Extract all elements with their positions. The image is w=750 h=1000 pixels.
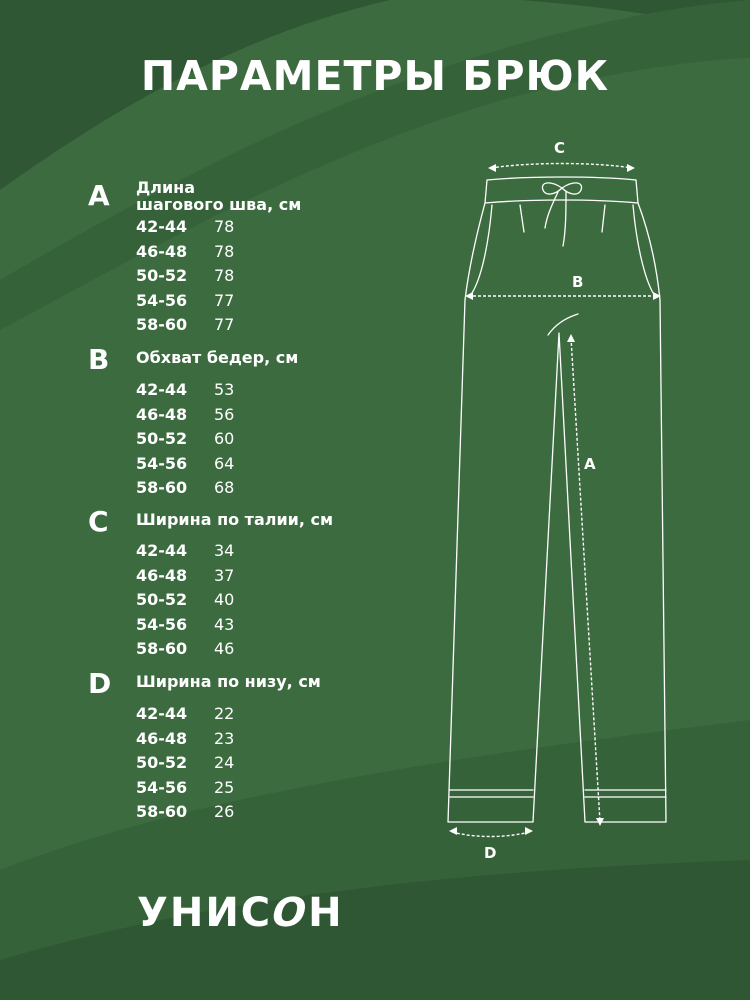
page-title: ПАРАМЕТРЫ БРЮК <box>140 52 610 100</box>
size-label: 58-60 <box>136 802 188 821</box>
section-heading: Ширина по низу, см <box>136 672 321 691</box>
size-value: 77 <box>214 290 235 310</box>
section-letter: B <box>88 343 110 376</box>
size-value: 78 <box>214 241 235 261</box>
section-heading: Ширина по талии, см <box>136 510 334 529</box>
size-value: 23 <box>214 728 235 748</box>
size-label: 42-44 <box>136 541 188 560</box>
brand-part2: О <box>266 890 314 936</box>
size-label: 54-56 <box>136 614 188 634</box>
diagram-label-a: A <box>584 455 596 473</box>
size-value: 34 <box>214 541 235 560</box>
size-label: 54-56 <box>136 453 188 473</box>
size-label: 50-52 <box>136 590 188 609</box>
size-value: 22 <box>214 704 235 723</box>
section-heading-line2: шагового шва, см <box>136 195 302 214</box>
diagram-label-b: B <box>572 273 584 291</box>
size-label: 46-48 <box>136 404 188 424</box>
size-label: 58-60 <box>136 315 188 334</box>
brand-logo <box>137 890 344 936</box>
size-label: 50-52 <box>136 266 188 285</box>
brand-part3: Н <box>308 890 344 936</box>
size-value: 37 <box>214 565 235 585</box>
size-label: 42-44 <box>136 217 188 236</box>
size-label: 58-60 <box>136 478 188 497</box>
diagram-label-d: D <box>484 844 497 862</box>
size-value: 40 <box>214 590 235 609</box>
section-heading: Обхват бедер, см <box>136 348 299 367</box>
size-label: 50-52 <box>136 429 188 448</box>
size-label: 42-44 <box>136 380 188 399</box>
size-label: 54-56 <box>136 290 188 310</box>
size-value: 46 <box>214 639 235 658</box>
size-value: 43 <box>214 614 235 634</box>
size-label: 50-52 <box>136 753 188 772</box>
size-label: 58-60 <box>136 639 188 658</box>
size-label: 46-48 <box>136 241 188 261</box>
size-value: 24 <box>214 753 235 772</box>
size-label: 46-48 <box>136 565 188 585</box>
size-value: 68 <box>214 478 235 497</box>
size-label: 46-48 <box>136 728 188 748</box>
size-value: 77 <box>214 315 235 334</box>
size-value: 25 <box>214 777 235 797</box>
size-value: 56 <box>214 404 235 424</box>
section-letter: D <box>88 667 112 700</box>
size-label: 54-56 <box>136 777 188 797</box>
size-value: 26 <box>214 802 235 821</box>
section-heading-line1: Длина <box>136 178 196 197</box>
size-label: 42-44 <box>136 704 188 723</box>
brand-part1: УНИС <box>137 890 273 936</box>
section-letter: C <box>88 505 109 538</box>
size-value: 60 <box>214 429 235 448</box>
size-value: 53 <box>214 380 235 399</box>
size-value: 78 <box>214 217 235 236</box>
diagram-label-c: C <box>554 139 566 157</box>
section-letter: A <box>88 179 110 212</box>
size-value: 78 <box>214 266 235 285</box>
size-value: 64 <box>214 453 235 473</box>
